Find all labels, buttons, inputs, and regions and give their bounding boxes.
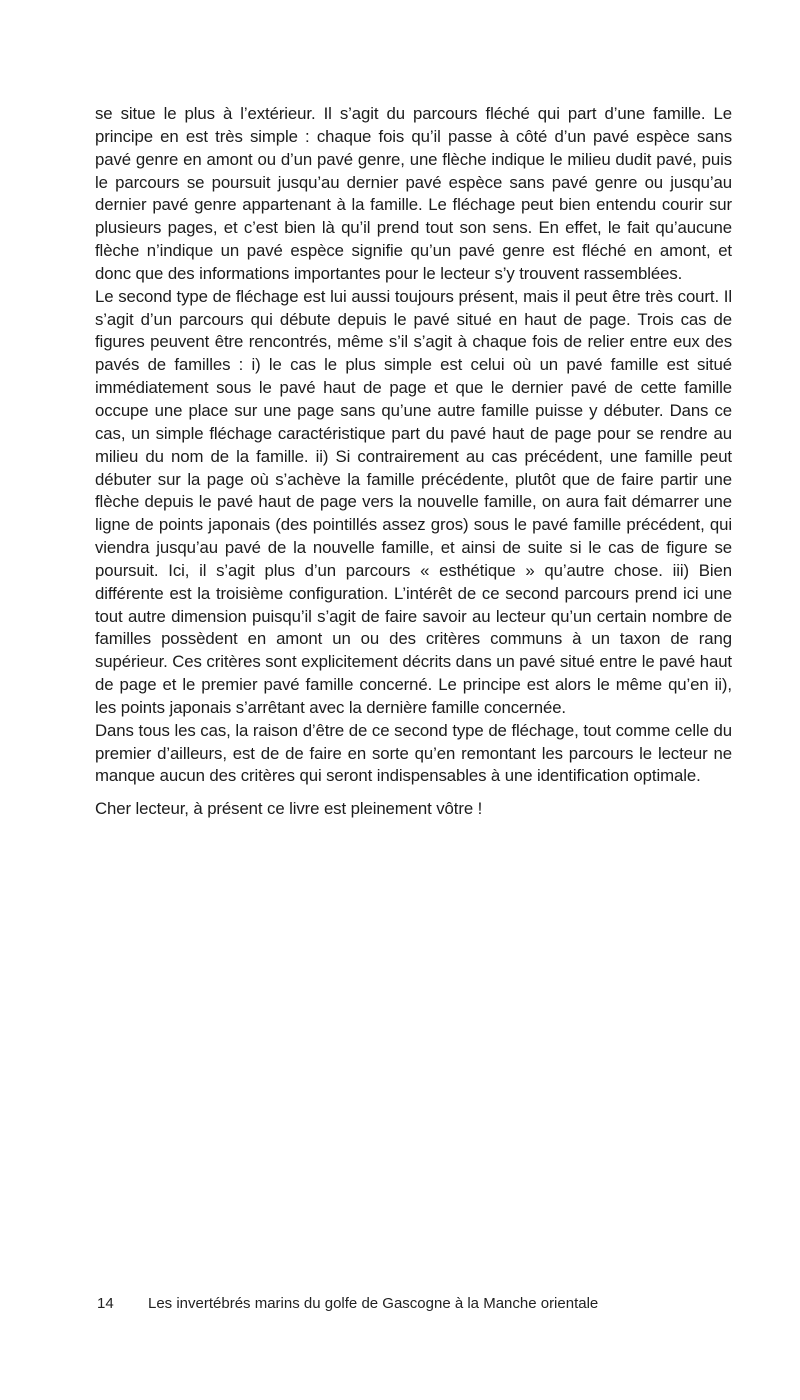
paragraph: Le second type de fléchage est lui aussi toujours présent, mais il peut être très court. Il s’agit d’un parcours qui débute depuis le pavé situé en haut de page. Trois cas de figures peuvent être rencontrés, même s’il s’agit à chaque fois de relier entre eux des pavés de familles : i) le cas le plus simple est celui où un pavé famille est situé immédiatement sous le pavé haut de page et que le dernier pavé de cette famille occupe une place sur une page sans qu’une autre famille puisse y débuter. Dans ce cas, un simple fléchage caractéristique part du pavé haut de page pour se rendre au milieu du nom de la famille. ii) Si contrairement au cas précédent, une famille peut débuter sur la page où s’achève la famille précédente, plutôt que de faire partir une flèche depuis le pavé haut de page vers la nouvelle famille, on aura fait démarrer une ligne de points japonais (des pointillés assez gros) sous le pavé famille précédent, qui viendra jusqu’au pavé de la nouvelle famille, et ainsi de suite si le cas de figure se poursuit. Ici, il s’agit plus d’un parcours « esthétique » qu’autre chose. iii) Bien différente est la troisième configuration. L’intérêt de ce second parcours prend ici une tout autre dimension puisqu’il s’agit de faire savoir au lecteur qu’un certain nombre de familles possèdent en amont un ou des critères communs à un taxon de rang supérieur. Ces critères sont explicitement décrits dans un pavé situé entre le pavé haut de page et le premier pavé famille concerné. Le principe est alors le même qu’en ii), les points japonais s’arrêtant avec la dernière famille concernée. [95,286,732,717]
running-title: Les invertébrés marins du golfe de Gascogne à la Manche orientale [148,1295,599,1312]
paragraph: Dans tous les cas, la raison d’être de ce second type de fléchage, tout comme celle du premier d’ailleurs, est de de faire en sorte qu’en remontant les parcours le lecteur ne manque aucun des critères qui seront indispensables à une identification optimale. [95,720,732,786]
page-footer [97,1294,737,1313]
paragraph: se situe le plus à l’extérieur. Il s’agit du parcours fléché qui part d’une famille. Le principe en est très simple : chaque fois qu’il passe à côté d’un pavé espèce sans pavé genre en amont ou d’un pavé genre, une flèche indique le milieu dudit pavé, puis le parcours se poursuit jusqu’au dernier pavé espèce sans pavé genre ou jusqu’au dernier pavé genre appartenant à la famille. Le fléchage peut bien entendu courir sur plusieurs pages, et c’est bien là qu’il prend tout son sens. En effet, le fait qu’aucune flèche n’indique un pavé espèce signifie qu’un pavé genre est fléché en amont, et donc que des informations importantes pour le lecteur s’y trouvent rassemblées. [95,104,732,283]
page-number: 14 [97,1295,114,1312]
closing-line: Cher lecteur, à présent ce livre est pleinement vôtre ! [95,799,483,819]
body-text [95,103,732,821]
